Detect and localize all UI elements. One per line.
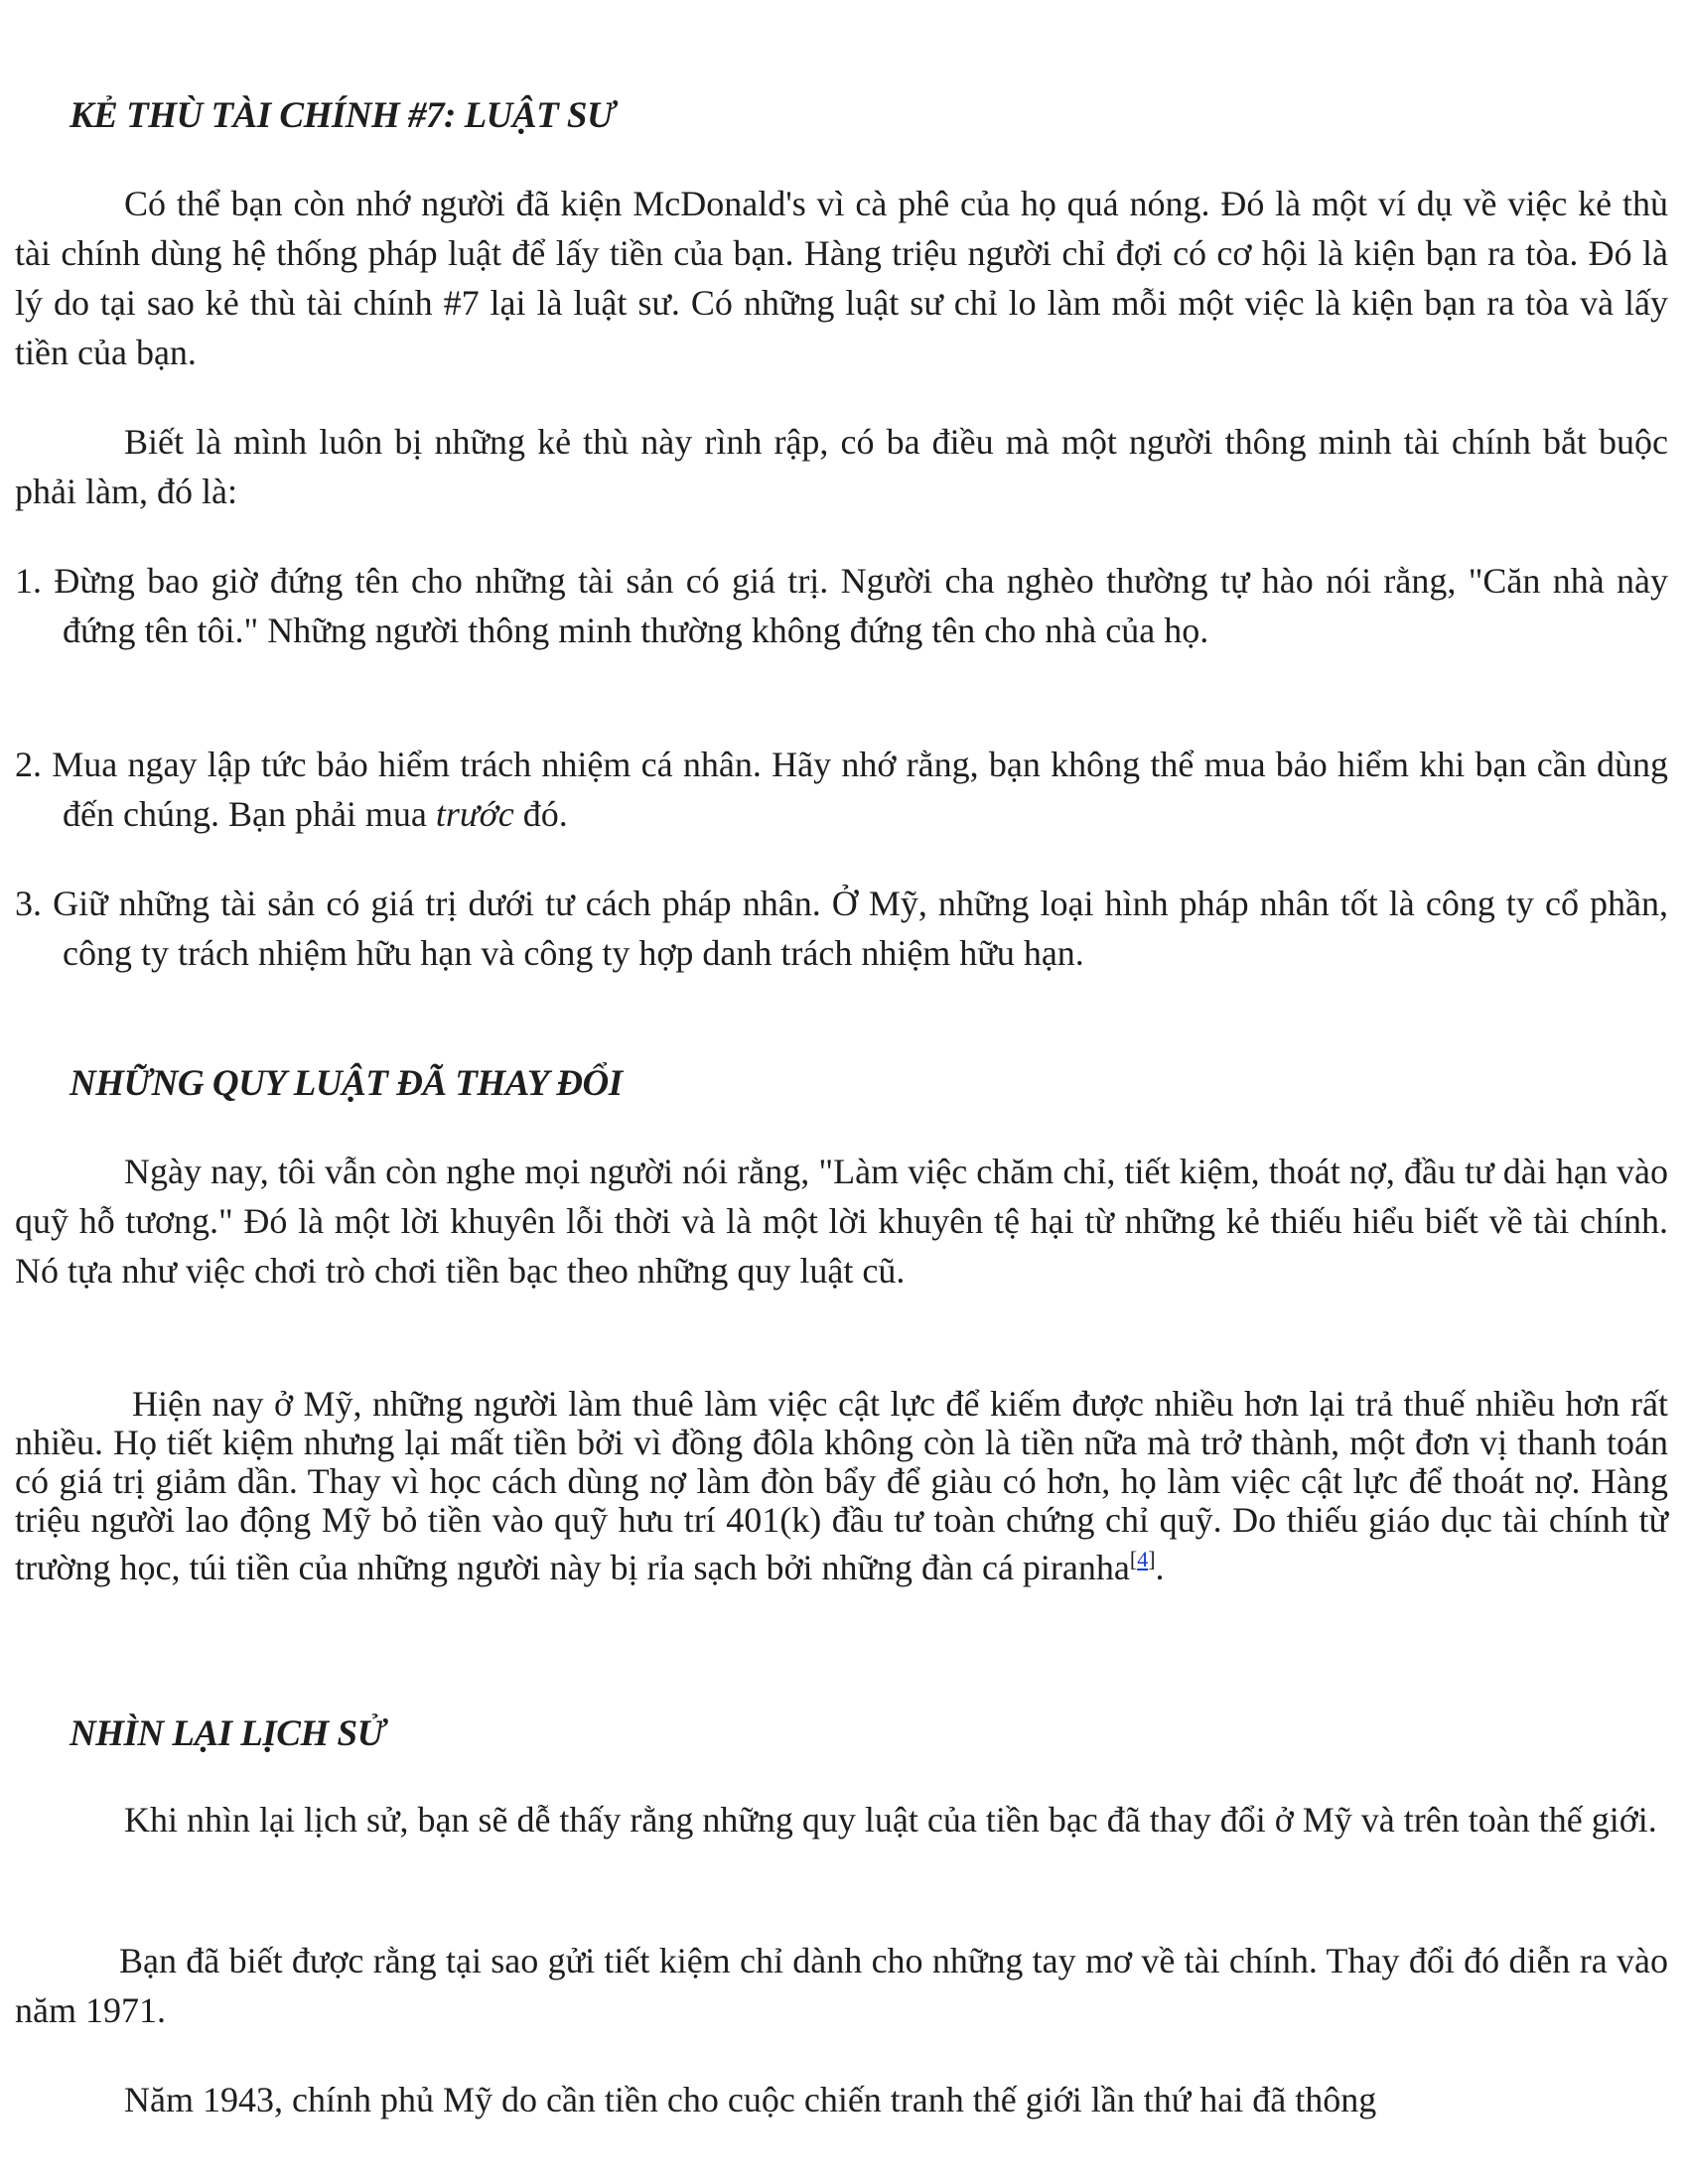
paragraph-rules-now-end: . <box>1155 1548 1165 1587</box>
paragraph-enemy7-three-things: Biết là mình luôn bị những kẻ thù này rình rập, có ba điều mà một người thông minh tài chính bắt buộc phải làm, đó là: <box>15 422 1668 511</box>
footnote-close-bracket: ] <box>1148 1547 1156 1571</box>
list-item-2 <box>15 740 1668 839</box>
section-heading-history: NHÌN LẠI LỊCH SỬ <box>70 1713 385 1754</box>
paragraph-rules-now-text: Hiện nay ở Mỹ, những người làm thuê làm việc cật lực để kiếm được nhiều hơn lại trả thuế nhiều hơn rất nhiều. Họ tiết kiệm nhưng lại mất tiền bởi vì đồng đôla không còn là tiền nữa mà trở thành, một đơn vị thanh toán có giá trị giảm dần. Thay vì học cách dùng nợ làm đòn bẩy để giàu có hơn, họ làm việc cật lực để thoát nợ. Hàng triệu người lao động Mỹ bỏ tiền vào quỹ hưu trí 401(k) đầu tư toàn chứng chỉ quỹ. Do thiếu giáo dục tài chính từ trường học, túi tiền của những người này bị rỉa sạch bởi những đàn cá piranha <box>15 1384 1668 1587</box>
paragraph-enemy7-intro: Có thể bạn còn nhớ người đã kiện McDonald's vì cà phê của họ quá nóng. Đó là một ví dụ về việc kẻ thù tài chính dùng hệ thống pháp luật để lấy tiền của bạn. Hàng triệu người chỉ đợi có cơ hội là kiện bạn ra tòa. Đó là lý do tại sao kẻ thù tài chính #7 lại là luật sư. Có những luật sư chỉ lo làm mỗi một việc là kiện bạn ra tòa và lấy tiền của bạn. <box>15 184 1668 372</box>
paragraph-history-intro: Khi nhìn lại lịch sử, bạn sẽ dễ thấy rằng những quy luật của tiền bạc đã thay đổi ở Mỹ và trên toàn thế giới. <box>124 1800 1657 1840</box>
list-item-2-emphasis: trước <box>435 794 514 834</box>
list-item-3: 3. Giữ những tài sản có giá trị dưới tư cách pháp nhân. Ở Mỹ, những loại hình pháp nhân tốt là công ty cổ phần, công ty trách nhiệm hữu hạn và công ty hợp danh trách nhiệm hữu hạn. <box>15 884 1668 973</box>
list-item-2-end: đó. <box>513 794 568 834</box>
paragraph-history-1943: Năm 1943, chính phủ Mỹ do cần tiền cho cuộc chiến tranh thế giới lần thứ hai đã thông <box>124 2080 1377 2119</box>
list-item-1: 1. Đừng bao giờ đứng tên cho những tài sản có giá trị. Người cha nghèo thường tự hào nói rằng, "Căn nhà này đứng tên tôi." Những người thông minh thường không đứng tên cho nhà của họ. <box>15 561 1668 650</box>
paragraph-history-savings: Bạn đã biết được rằng tại sao gửi tiết kiệm chỉ dành cho những tay mơ về tài chính. Thay đổi đó diễn ra vào năm 1971. <box>15 1941 1668 2030</box>
paragraph-rules-now <box>15 1385 1668 1587</box>
section-heading-enemy7: KẺ THÙ TÀI CHÍNH #7: LUẬT SƯ <box>70 95 616 136</box>
section-heading-rules: NHỮNG QUY LUẬT ĐÃ THAY ĐỔI <box>70 1063 623 1104</box>
paragraph-rules-advice: Ngày nay, tôi vẫn còn nghe mọi người nói rằng, "Làm việc chăm chỉ, tiết kiệm, thoát nợ, đầu tư dài hạn vào quỹ hỗ tương." Đó là một lời khuyên lỗi thời và là một lời khuyên tệ hại từ những kẻ thiếu hiểu biết về tài chính. Nó tựa như việc chơi trò chơi tiền bạc theo những quy luật cũ. <box>15 1152 1668 1291</box>
footnote-open-bracket: [ <box>1129 1547 1138 1571</box>
list-item-2-text: 2. Mua ngay lập tức bảo hiểm trách nhiệm cá nhân. Hãy nhớ rằng, bạn không thể mua bảo hiểm khi bạn cần dùng đến chúng. Bạn phải mua <box>15 745 1668 834</box>
footnote-link[interactable]: 4 <box>1137 1547 1149 1571</box>
